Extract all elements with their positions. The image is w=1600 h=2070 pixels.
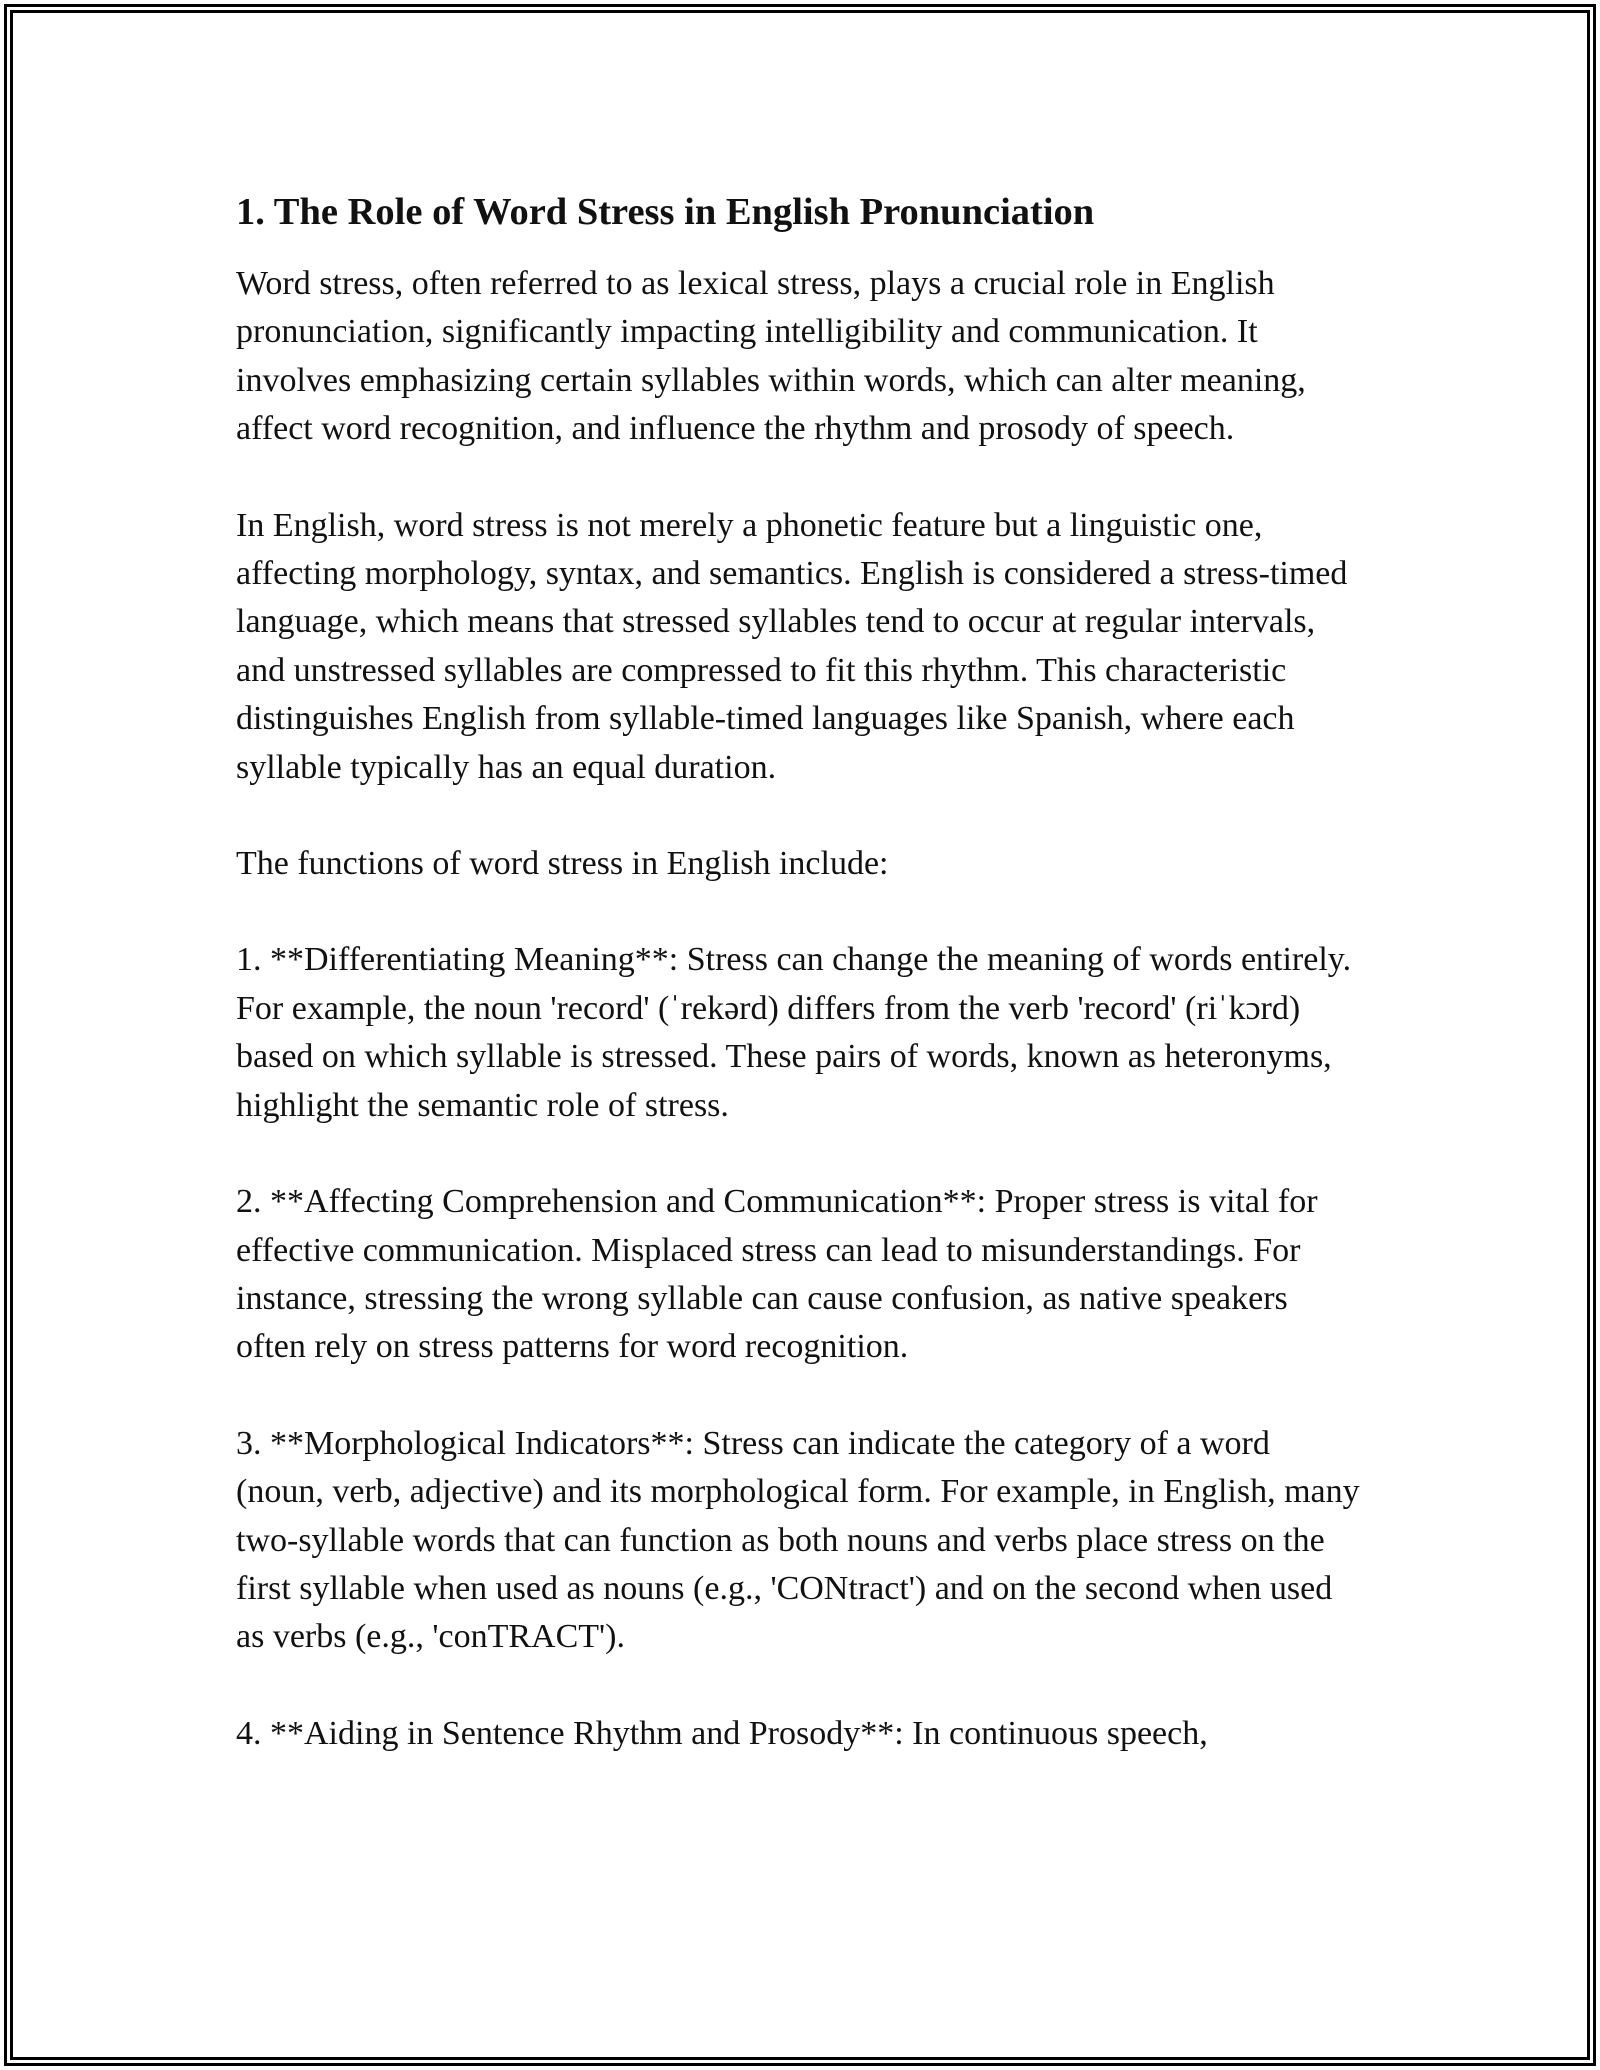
document-body [236, 186, 1366, 1758]
list-item-morphological: 3. **Morphological Indicators**: Stress can indicate the category of a word (noun, verb, adjective) and its morphological form. For example, in English, many two-syllable words that can function as both nouns and verbs place stress on the first syllable when used as nouns (e.g., 'CONtract') and on the second when used as verbs (e.g., 'conTRACT'). [236, 1424, 1360, 1656]
section-title: 1. The Role of Word Stress in English Pronunciation [236, 191, 1095, 233]
paragraph-functions-lead: The functions of word stress in English include: [236, 845, 889, 883]
list-item-differentiating-meaning: 1. **Differentiating Meaning**: Stress can change the meaning of words entirely. For example, the noun 'record' (ˈrekərd) differs from the verb 'record' (riˈkɔrd) based on which syllable is stressed. These pairs of words, known as heteronyms, highlight the semantic role of stress. [236, 941, 1352, 1124]
list-item-comprehension: 2. **Affecting Comprehension and Communication**: Proper stress is vital for effective communication. Misplaced stress can lead to misunderstandings. For instance, stressing the wrong syllable can cause confusion, as native speakers often rely on stress patterns for word recognition. [236, 1183, 1318, 1366]
list-item-rhythm-prosody: 4. **Aiding in Sentence Rhythm and Prosody**: In continuous speech, [236, 1714, 1208, 1752]
paragraph-intro: Word stress, often referred to as lexical stress, plays a crucial role in English pronunciation, significantly impacting intelligibility and communication. It involves emphasizing certain syllables within words, which can alter meaning, affect word recognition, and influence the rhythm and prosody of speech. [236, 265, 1306, 448]
paragraph-stress-timed: In English, word stress is not merely a phonetic feature but a linguistic one, affecting morphology, syntax, and semantics. English is considered a stress-timed language, which means that stressed syllables tend to occur at regular intervals, and unstressed syllables are compressed to fit this rhythm. This characteristic distinguishes English from syllable-timed languages like Spanish, where each syllable typically has an equal duration. [236, 506, 1348, 786]
